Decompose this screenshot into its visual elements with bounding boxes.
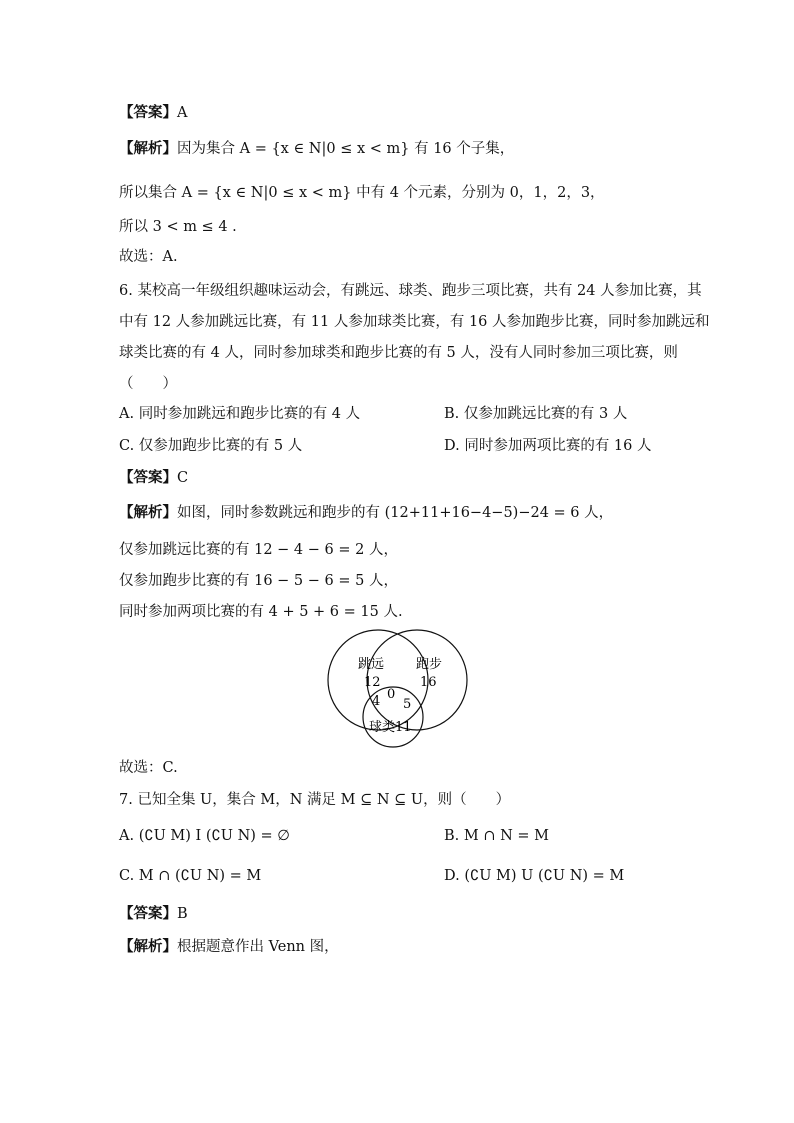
q6-analysis-line-2: 仅参加跳远比赛的有 12 − 4 − 6 = 2 人，: [119, 542, 398, 558]
q5-analysis-line-3: 所以 3 < m ≤ 4 .: [119, 219, 237, 235]
q6-analysis-line-3: 仅参加跑步比赛的有 16 − 5 − 6 = 5 人，: [119, 573, 398, 589]
answer-tag: 【答案】: [119, 905, 177, 922]
jump-label: 跳远: [358, 657, 385, 672]
q7-option-c: C. M ∩ (∁U N) = M: [119, 868, 262, 884]
center-value: 0: [387, 687, 396, 702]
ball-label: 球类11: [369, 720, 412, 735]
q5-analysis-line-1: [119, 139, 514, 159]
q7-stem: 7. 已知全集 U，集合 M，N 满足 M ⊆ N ⊆ U，则（ ）: [119, 792, 511, 808]
q6-stem-line-4: （ ）: [119, 376, 177, 392]
q6-option-d: D. 同时参加两项比赛的有 16 人: [444, 438, 652, 454]
jump-value: 12: [364, 675, 381, 690]
q6-analysis-line-4: 同时参加两项比赛的有 4 + 5 + 6 = 15 人.: [119, 604, 403, 620]
analysis-text: 根据题意作出 Venn 图，: [177, 939, 339, 955]
q5-conclusion: 故选：A.: [119, 249, 178, 265]
q6-answer-line: [119, 468, 188, 488]
analysis-tag: 【解析】: [119, 140, 177, 157]
answer-tag: 【答案】: [119, 104, 177, 121]
q7-option-b: B. M ∩ N = M: [444, 828, 549, 844]
q7-option-d: D. (∁U M) U (∁U N) = M: [444, 868, 625, 884]
analysis-tag: 【解析】: [119, 504, 177, 521]
ball-run-value: 5: [403, 697, 412, 712]
answer-value: A: [177, 105, 188, 121]
q7-option-a: A. (∁U M) I (∁U N) = ∅: [119, 828, 290, 844]
q6-option-a: A. 同时参加跳远和跑步比赛的有 4 人: [119, 406, 361, 422]
q5-analysis-line-2: 所以集合 A = {x ∈ N|0 ≤ x < m} 中有 4 个元素，分别为 0，1，2，3，: [119, 185, 605, 201]
q5-answer-line: [119, 103, 187, 123]
q6-option-c: C. 仅参加跑步比赛的有 5 人: [119, 438, 303, 454]
answer-tag: 【答案】: [119, 469, 177, 486]
jump-ball-value: 4: [372, 694, 381, 709]
analysis-tag: 【解析】: [119, 938, 177, 955]
run-circle: [367, 630, 467, 730]
answer-value: C: [177, 470, 189, 486]
q6-stem-line-2: 中有 12 人参加跳远比赛，有 11 人参加球类比赛，有 16 人参加跑步比赛，同时参加跳远和: [119, 314, 710, 330]
q6-conclusion: 故选：C.: [119, 760, 178, 776]
q6-analysis-line-1: [119, 503, 613, 523]
analysis-text: 因为集合 A = {x ∈ N|0 ≤ x < m} 有 16 个子集，: [177, 141, 515, 157]
analysis-text: 如图，同时参数跳远和跑步的有 (12+11+16−4−5)−24 = 6 人，: [177, 505, 614, 521]
venn-diagram: [320, 626, 500, 756]
q6-option-b: B. 仅参加跳远比赛的有 3 人: [444, 406, 628, 422]
q7-answer-line: [119, 904, 188, 924]
q7-analysis-line-1: [119, 937, 339, 957]
q6-stem-line-1: 6. 某校高一年级组织趣味运动会，有跳远、球类、跑步三项比赛，共有 24 人参加比赛，其: [119, 283, 702, 299]
run-label: 跑步: [416, 657, 443, 672]
run-value: 16: [420, 675, 437, 690]
answer-value: B: [177, 906, 188, 922]
q6-stem-line-3: 球类比赛的有 4 人，同时参加球类和跑步比赛的有 5 人，没有人同时参加三项比赛，则: [119, 345, 678, 361]
